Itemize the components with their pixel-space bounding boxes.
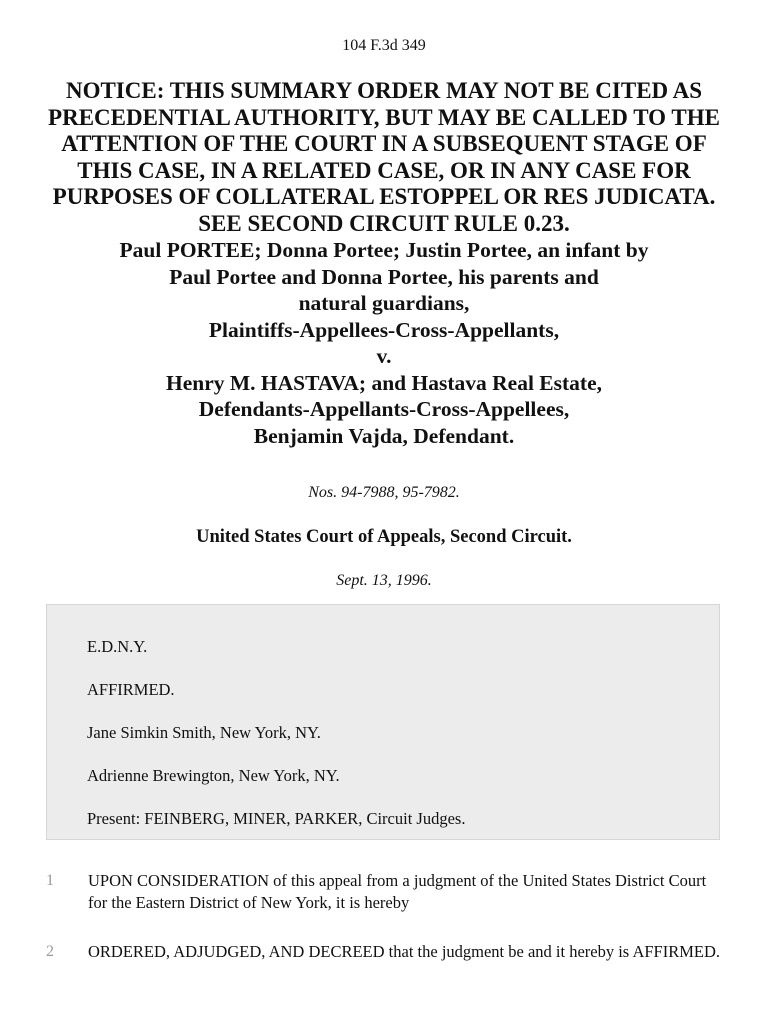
paragraph-number: 2: [46, 943, 54, 960]
paragraph-1: [0, 870, 768, 914]
notice-heading: NOTICE: THIS SUMMARY ORDER MAY NOT BE CITED AS PRECEDENTIAL AUTHORITY, BUT MAY BE CALLED TO THE ATTENTION OF THE COURT IN A SUBSEQUENT STAGE OF THIS CASE, IN A RELATED CASE, OR IN ANY CASE FOR PURPOSES OF COLLATERAL ESTOPPEL OR RES JUDICATA. SEE SECOND CIRCUIT RULE 0.23.: [48, 78, 720, 236]
defendant-other: Benjamin Vajda, Defendant.: [253, 423, 515, 448]
defendants-line-1: Henry M. HASTAVA; and Hastava Real Estate,: [166, 370, 602, 395]
case-info-box: [46, 604, 720, 840]
plaintiffs-line-1: Paul PORTEE; Donna Portee; Justin Portee, an infant by: [119, 238, 649, 262]
paragraph-text: ORDERED, ADJUDGED, AND DECREED that the judgment be and it hereby is AFFIRMED.: [88, 942, 721, 961]
counsel-2: Adrienne Brewington, New York, NY.: [87, 766, 340, 785]
docket-numbers: Nos. 94-7988, 95-7982.: [308, 484, 460, 501]
paragraph-2: [0, 941, 768, 963]
present-judges: Present: FEINBERG, MINER, PARKER, Circuit Judges.: [87, 809, 466, 828]
plaintiffs-line-2: Paul Portee and Donna Portee, his parents and: [169, 264, 599, 289]
case-parties: [40, 237, 728, 449]
plaintiffs-line-3: natural guardians,: [298, 291, 470, 315]
court-name: United States Court of Appeals, Second Circuit.: [196, 527, 572, 547]
counsel-1: Jane Simkin Smith, New York, NY.: [87, 723, 321, 742]
district: E.D.N.Y.: [87, 637, 148, 656]
disposition: AFFIRMED.: [87, 680, 175, 699]
defendants-role: Defendants-Appellants-Cross-Appellees,: [198, 397, 570, 421]
paragraph-text: UPON CONSIDERATION of this appeal from a judgment of the United States District Court for the Eastern District of New York, it is hereby: [88, 871, 707, 912]
plaintiffs-role: Plaintiffs-Appellees-Cross-Appellants,: [208, 317, 560, 342]
paragraph-number: 1: [46, 872, 54, 889]
decision-date: Sept. 13, 1996.: [336, 572, 432, 589]
versus: v.: [376, 344, 392, 368]
citation: 104 F.3d 349: [342, 37, 426, 54]
